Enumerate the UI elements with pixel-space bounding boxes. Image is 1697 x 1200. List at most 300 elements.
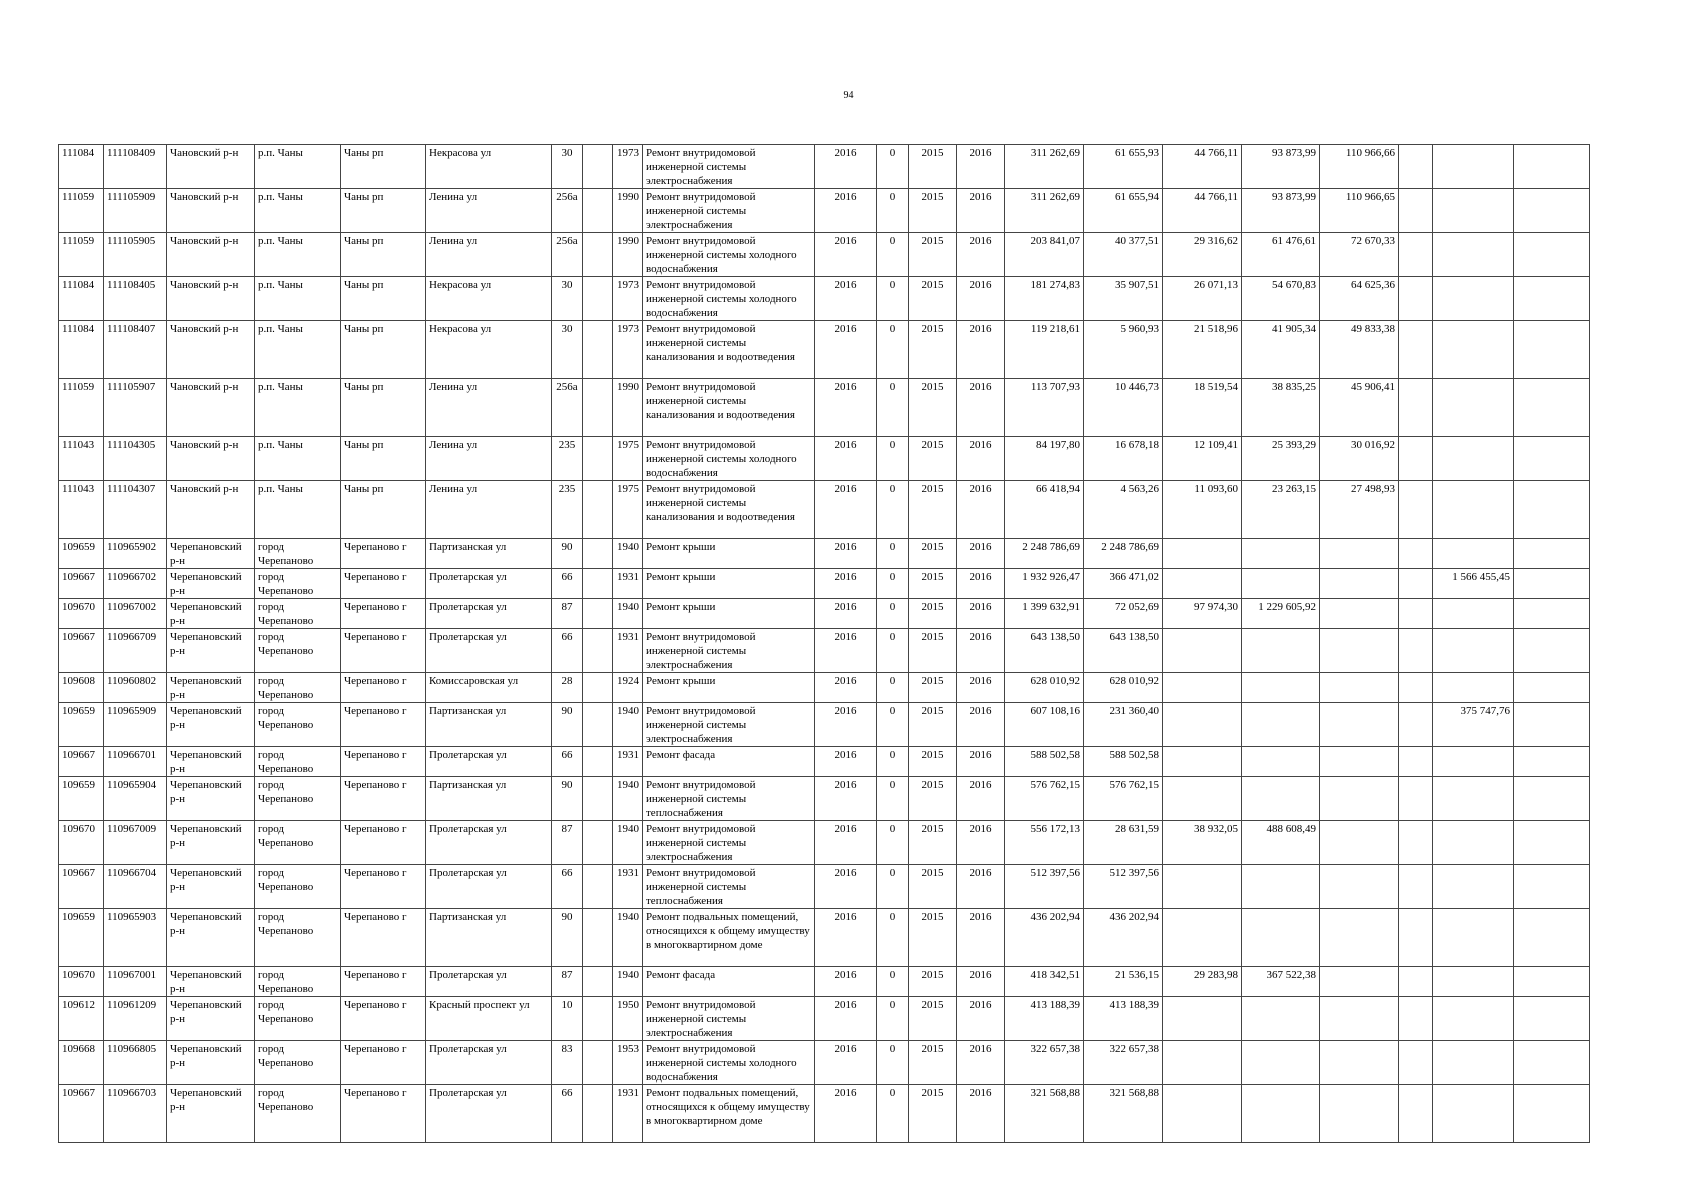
cell-owners-amount	[1320, 909, 1399, 967]
cell-end-year: 2016	[957, 967, 1005, 997]
cell-total-cost: 113 707,93	[1005, 379, 1084, 437]
cell-flag: 0	[877, 777, 909, 821]
cell-work-type: Ремонт подвальных помещений, относящихся к общему имуществу в многоквартирном доме	[643, 909, 815, 967]
cell-fund-amount: 643 138,50	[1084, 629, 1163, 673]
cell-district: Черепановский р-н	[167, 747, 255, 777]
table-row	[59, 1085, 1590, 1143]
table-row	[59, 379, 1590, 437]
cell-start-year: 2015	[909, 189, 957, 233]
cell-locality: Чаны рп	[341, 233, 426, 277]
cell-owners-amount	[1320, 569, 1399, 599]
cell-plan-year: 2016	[815, 997, 877, 1041]
cell-street: Красный проспект ул	[426, 997, 552, 1041]
cell-end-year: 2016	[957, 569, 1005, 599]
cell-building	[583, 189, 613, 233]
cell-plan-year: 2016	[815, 673, 877, 703]
cell-district: Черепановский р-н	[167, 967, 255, 997]
cell-extra-3	[1514, 481, 1590, 539]
cell-house-number: 90	[552, 777, 583, 821]
cell-start-year: 2015	[909, 379, 957, 437]
cell-settlement: р.п. Чаны	[255, 233, 341, 277]
cell-total-cost: 556 172,13	[1005, 821, 1084, 865]
cell-settlement: р.п. Чаны	[255, 481, 341, 539]
cell-end-year: 2016	[957, 673, 1005, 703]
table-row	[59, 997, 1590, 1041]
cell-flag: 0	[877, 909, 909, 967]
cell-plan-year: 2016	[815, 1085, 877, 1143]
cell-work-type: Ремонт внутридомовой инженерной системы канализования и водоотведения	[643, 321, 815, 379]
cell-extra-1	[1399, 997, 1433, 1041]
cell-start-year: 2015	[909, 909, 957, 967]
cell-record-id: 110965904	[104, 777, 167, 821]
cell-other-amount: 61 476,61	[1242, 233, 1320, 277]
cell-flag: 0	[877, 321, 909, 379]
cell-settlement: город Черепаново	[255, 569, 341, 599]
cell-locality: Чаны рп	[341, 277, 426, 321]
cell-house-id: 109659	[59, 909, 104, 967]
cell-fund-amount: 28 631,59	[1084, 821, 1163, 865]
cell-budget-amount	[1163, 1085, 1242, 1143]
cell-plan-year: 2016	[815, 747, 877, 777]
cell-work-type: Ремонт внутридомовой инженерной системы канализования и водоотведения	[643, 379, 815, 437]
cell-district: Черепановский р-н	[167, 865, 255, 909]
cell-locality: Чаны рп	[341, 189, 426, 233]
cell-street: Ленина ул	[426, 379, 552, 437]
cell-owners-amount	[1320, 1085, 1399, 1143]
cell-total-cost: 321 568,88	[1005, 1085, 1084, 1143]
table-row	[59, 909, 1590, 967]
cell-budget-amount	[1163, 569, 1242, 599]
cell-extra-3	[1514, 569, 1590, 599]
cell-house-number: 256а	[552, 379, 583, 437]
cell-start-year: 2015	[909, 277, 957, 321]
cell-house-id: 109667	[59, 747, 104, 777]
cell-budget-amount	[1163, 747, 1242, 777]
cell-end-year: 2016	[957, 821, 1005, 865]
cell-building	[583, 821, 613, 865]
cell-budget-amount: 26 071,13	[1163, 277, 1242, 321]
cell-other-amount: 93 873,99	[1242, 145, 1320, 189]
cell-house-id: 109670	[59, 821, 104, 865]
cell-year-built: 1975	[613, 481, 643, 539]
cell-building	[583, 379, 613, 437]
cell-street: Некрасова ул	[426, 145, 552, 189]
cell-locality: Черепаново г	[341, 909, 426, 967]
cell-house-number: 235	[552, 481, 583, 539]
cell-total-cost: 322 657,38	[1005, 1041, 1084, 1085]
cell-total-cost: 576 762,15	[1005, 777, 1084, 821]
cell-extra-3	[1514, 233, 1590, 277]
cell-settlement: город Черепаново	[255, 599, 341, 629]
cell-other-amount: 93 873,99	[1242, 189, 1320, 233]
cell-work-type: Ремонт фасада	[643, 747, 815, 777]
cell-district: Черепановский р-н	[167, 909, 255, 967]
cell-work-type: Ремонт подвальных помещений, относящихся к общему имуществу в многоквартирном доме	[643, 1085, 815, 1143]
table-row	[59, 321, 1590, 379]
cell-settlement: город Черепаново	[255, 747, 341, 777]
cell-house-id: 109670	[59, 599, 104, 629]
cell-record-id: 111108407	[104, 321, 167, 379]
cell-total-cost: 1 932 926,47	[1005, 569, 1084, 599]
cell-total-cost: 84 197,80	[1005, 437, 1084, 481]
cell-plan-year: 2016	[815, 865, 877, 909]
cell-house-number: 90	[552, 539, 583, 569]
cell-house-number: 87	[552, 599, 583, 629]
cell-budget-amount	[1163, 997, 1242, 1041]
cell-house-id: 111059	[59, 233, 104, 277]
cell-start-year: 2015	[909, 997, 957, 1041]
cell-building	[583, 277, 613, 321]
cell-year-built: 1973	[613, 277, 643, 321]
cell-house-number: 66	[552, 865, 583, 909]
cell-record-id: 110965902	[104, 539, 167, 569]
cell-district: Чановский р-н	[167, 481, 255, 539]
cell-flag: 0	[877, 865, 909, 909]
cell-record-id: 110965903	[104, 909, 167, 967]
cell-flag: 0	[877, 1085, 909, 1143]
cell-plan-year: 2016	[815, 277, 877, 321]
cell-start-year: 2015	[909, 233, 957, 277]
cell-owners-amount	[1320, 865, 1399, 909]
table-row	[59, 569, 1590, 599]
cell-end-year: 2016	[957, 233, 1005, 277]
cell-fund-amount: 576 762,15	[1084, 777, 1163, 821]
cell-year-built: 1931	[613, 629, 643, 673]
table-row	[59, 277, 1590, 321]
cell-building	[583, 437, 613, 481]
cell-start-year: 2015	[909, 145, 957, 189]
cell-extra-1	[1399, 233, 1433, 277]
cell-year-built: 1950	[613, 997, 643, 1041]
cell-street: Партизанская ул	[426, 703, 552, 747]
cell-district: Черепановский р-н	[167, 1085, 255, 1143]
cell-house-id: 111084	[59, 277, 104, 321]
cell-building	[583, 321, 613, 379]
cell-start-year: 2015	[909, 437, 957, 481]
cell-work-type: Ремонт внутридомовой инженерной системы теплоснабжения	[643, 777, 815, 821]
cell-owners-amount	[1320, 629, 1399, 673]
cell-start-year: 2015	[909, 865, 957, 909]
cell-settlement: город Черепаново	[255, 967, 341, 997]
repair-registry-table	[58, 144, 1590, 1143]
cell-extra-3	[1514, 703, 1590, 747]
cell-other-amount	[1242, 997, 1320, 1041]
table-row	[59, 481, 1590, 539]
cell-work-type: Ремонт внутридомовой инженерной системы электроснабжения	[643, 703, 815, 747]
table-row	[59, 967, 1590, 997]
cell-year-built: 1973	[613, 321, 643, 379]
cell-district: Чановский р-н	[167, 437, 255, 481]
cell-flag: 0	[877, 629, 909, 673]
cell-budget-amount: 21 518,96	[1163, 321, 1242, 379]
cell-budget-amount	[1163, 703, 1242, 747]
cell-record-id: 110960802	[104, 673, 167, 703]
cell-work-type: Ремонт крыши	[643, 599, 815, 629]
table-row	[59, 599, 1590, 629]
cell-plan-year: 2016	[815, 909, 877, 967]
cell-end-year: 2016	[957, 865, 1005, 909]
cell-extra-3	[1514, 379, 1590, 437]
cell-district: Чановский р-н	[167, 321, 255, 379]
cell-flag: 0	[877, 599, 909, 629]
cell-year-built: 1931	[613, 569, 643, 599]
cell-start-year: 2015	[909, 539, 957, 569]
cell-house-id: 109659	[59, 777, 104, 821]
cell-start-year: 2015	[909, 599, 957, 629]
table-row	[59, 539, 1590, 569]
cell-extra-1	[1399, 673, 1433, 703]
cell-flag: 0	[877, 703, 909, 747]
cell-building	[583, 777, 613, 821]
cell-locality: Черепаново г	[341, 747, 426, 777]
cell-plan-year: 2016	[815, 599, 877, 629]
cell-record-id: 111104307	[104, 481, 167, 539]
cell-budget-amount	[1163, 1041, 1242, 1085]
cell-house-number: 66	[552, 1085, 583, 1143]
cell-extra-1	[1399, 539, 1433, 569]
cell-extra-2	[1433, 1041, 1514, 1085]
cell-locality: Черепаново г	[341, 967, 426, 997]
table-row	[59, 821, 1590, 865]
cell-year-built: 1940	[613, 821, 643, 865]
table-row	[59, 673, 1590, 703]
cell-extra-2	[1433, 909, 1514, 967]
cell-fund-amount: 588 502,58	[1084, 747, 1163, 777]
cell-record-id: 110966701	[104, 747, 167, 777]
cell-plan-year: 2016	[815, 233, 877, 277]
cell-total-cost: 512 397,56	[1005, 865, 1084, 909]
cell-house-id: 109668	[59, 1041, 104, 1085]
cell-fund-amount: 21 536,15	[1084, 967, 1163, 997]
cell-owners-amount: 30 016,92	[1320, 437, 1399, 481]
table-row	[59, 777, 1590, 821]
cell-locality: Черепаново г	[341, 777, 426, 821]
cell-plan-year: 2016	[815, 777, 877, 821]
cell-record-id: 110966702	[104, 569, 167, 599]
cell-extra-2	[1433, 277, 1514, 321]
cell-year-built: 1975	[613, 437, 643, 481]
cell-fund-amount: 61 655,93	[1084, 145, 1163, 189]
cell-start-year: 2015	[909, 629, 957, 673]
cell-extra-3	[1514, 865, 1590, 909]
cell-locality: Черепаново г	[341, 865, 426, 909]
cell-settlement: город Черепаново	[255, 1041, 341, 1085]
cell-other-amount	[1242, 777, 1320, 821]
cell-house-id: 109659	[59, 539, 104, 569]
cell-extra-1	[1399, 1085, 1433, 1143]
cell-owners-amount: 72 670,33	[1320, 233, 1399, 277]
cell-fund-amount: 512 397,56	[1084, 865, 1163, 909]
cell-record-id: 111108409	[104, 145, 167, 189]
cell-house-number: 87	[552, 967, 583, 997]
cell-plan-year: 2016	[815, 967, 877, 997]
cell-building	[583, 1041, 613, 1085]
cell-budget-amount	[1163, 909, 1242, 967]
cell-extra-2	[1433, 145, 1514, 189]
cell-street: Пролетарская ул	[426, 569, 552, 599]
cell-house-id: 111043	[59, 437, 104, 481]
cell-record-id: 111105905	[104, 233, 167, 277]
cell-owners-amount	[1320, 673, 1399, 703]
cell-owners-amount	[1320, 777, 1399, 821]
table-row	[59, 437, 1590, 481]
cell-extra-3	[1514, 747, 1590, 777]
cell-budget-amount	[1163, 865, 1242, 909]
cell-flag: 0	[877, 539, 909, 569]
cell-start-year: 2015	[909, 777, 957, 821]
cell-settlement: город Черепаново	[255, 1085, 341, 1143]
cell-street: Некрасова ул	[426, 277, 552, 321]
cell-building	[583, 629, 613, 673]
cell-settlement: р.п. Чаны	[255, 145, 341, 189]
cell-settlement: город Черепаново	[255, 629, 341, 673]
cell-end-year: 2016	[957, 379, 1005, 437]
cell-extra-2	[1433, 599, 1514, 629]
table-row	[59, 145, 1590, 189]
cell-locality: Черепаново г	[341, 569, 426, 599]
cell-owners-amount	[1320, 967, 1399, 997]
cell-other-amount	[1242, 1041, 1320, 1085]
cell-street: Пролетарская ул	[426, 865, 552, 909]
cell-total-cost: 66 418,94	[1005, 481, 1084, 539]
cell-budget-amount	[1163, 673, 1242, 703]
cell-year-built: 1940	[613, 703, 643, 747]
cell-end-year: 2016	[957, 189, 1005, 233]
cell-extra-3	[1514, 1085, 1590, 1143]
cell-total-cost: 588 502,58	[1005, 747, 1084, 777]
cell-work-type: Ремонт фасада	[643, 967, 815, 997]
cell-house-number: 256а	[552, 233, 583, 277]
cell-end-year: 2016	[957, 321, 1005, 379]
cell-street: Партизанская ул	[426, 909, 552, 967]
cell-other-amount	[1242, 865, 1320, 909]
cell-start-year: 2015	[909, 1085, 957, 1143]
cell-building	[583, 1085, 613, 1143]
cell-start-year: 2015	[909, 481, 957, 539]
cell-extra-1	[1399, 145, 1433, 189]
cell-other-amount	[1242, 747, 1320, 777]
cell-record-id: 110967002	[104, 599, 167, 629]
cell-fund-amount: 10 446,73	[1084, 379, 1163, 437]
cell-flag: 0	[877, 145, 909, 189]
table-row	[59, 233, 1590, 277]
cell-owners-amount	[1320, 747, 1399, 777]
page-number: 94	[843, 90, 854, 101]
cell-record-id: 110966703	[104, 1085, 167, 1143]
cell-locality: Чаны рп	[341, 481, 426, 539]
cell-extra-3	[1514, 629, 1590, 673]
table-row	[59, 1041, 1590, 1085]
cell-budget-amount	[1163, 539, 1242, 569]
cell-end-year: 2016	[957, 599, 1005, 629]
cell-flag: 0	[877, 967, 909, 997]
cell-house-number: 66	[552, 747, 583, 777]
cell-work-type: Ремонт крыши	[643, 539, 815, 569]
cell-fund-amount: 35 907,51	[1084, 277, 1163, 321]
cell-district: Черепановский р-н	[167, 703, 255, 747]
cell-house-id: 111043	[59, 481, 104, 539]
cell-building	[583, 909, 613, 967]
cell-other-amount: 41 905,34	[1242, 321, 1320, 379]
cell-start-year: 2015	[909, 821, 957, 865]
cell-locality: Черепаново г	[341, 599, 426, 629]
cell-fund-amount: 321 568,88	[1084, 1085, 1163, 1143]
cell-flag: 0	[877, 747, 909, 777]
cell-house-number: 30	[552, 277, 583, 321]
cell-locality: Черепаново г	[341, 821, 426, 865]
cell-street: Пролетарская ул	[426, 747, 552, 777]
cell-year-built: 1924	[613, 673, 643, 703]
cell-extra-2: 375 747,76	[1433, 703, 1514, 747]
cell-start-year: 2015	[909, 321, 957, 379]
cell-building	[583, 481, 613, 539]
cell-district: Чановский р-н	[167, 145, 255, 189]
cell-settlement: р.п. Чаны	[255, 277, 341, 321]
cell-start-year: 2015	[909, 967, 957, 997]
cell-building	[583, 703, 613, 747]
cell-end-year: 2016	[957, 277, 1005, 321]
cell-end-year: 2016	[957, 1085, 1005, 1143]
cell-work-type: Ремонт внутридомовой инженерной системы электроснабжения	[643, 145, 815, 189]
cell-building	[583, 233, 613, 277]
cell-plan-year: 2016	[815, 437, 877, 481]
cell-work-type: Ремонт внутридомовой инженерной системы электроснабжения	[643, 629, 815, 673]
cell-flag: 0	[877, 673, 909, 703]
cell-fund-amount: 16 678,18	[1084, 437, 1163, 481]
cell-end-year: 2016	[957, 1041, 1005, 1085]
cell-house-number: 87	[552, 821, 583, 865]
cell-budget-amount: 44 766,11	[1163, 145, 1242, 189]
cell-extra-2	[1433, 437, 1514, 481]
cell-extra-2	[1433, 539, 1514, 569]
cell-settlement: город Черепаново	[255, 777, 341, 821]
cell-house-number: 66	[552, 569, 583, 599]
cell-extra-1	[1399, 599, 1433, 629]
cell-house-id: 111084	[59, 321, 104, 379]
cell-other-amount	[1242, 539, 1320, 569]
cell-street: Комиссаровская ул	[426, 673, 552, 703]
cell-extra-3	[1514, 145, 1590, 189]
cell-work-type: Ремонт внутридомовой инженерной системы канализования и водоотведения	[643, 481, 815, 539]
cell-building	[583, 747, 613, 777]
cell-extra-2	[1433, 321, 1514, 379]
cell-record-id: 110967001	[104, 967, 167, 997]
cell-building	[583, 997, 613, 1041]
cell-house-number: 28	[552, 673, 583, 703]
cell-record-id: 110966709	[104, 629, 167, 673]
cell-plan-year: 2016	[815, 703, 877, 747]
cell-end-year: 2016	[957, 909, 1005, 967]
cell-district: Черепановский р-н	[167, 569, 255, 599]
cell-work-type: Ремонт внутридомовой инженерной системы электроснабжения	[643, 997, 815, 1041]
cell-work-type: Ремонт внутридомовой инженерной системы холодного водоснабжения	[643, 1041, 815, 1085]
cell-locality: Черепаново г	[341, 997, 426, 1041]
cell-flag: 0	[877, 437, 909, 481]
cell-extra-2	[1433, 865, 1514, 909]
cell-year-built: 1953	[613, 1041, 643, 1085]
cell-record-id: 110966805	[104, 1041, 167, 1085]
cell-year-built: 1931	[613, 1085, 643, 1143]
cell-other-amount	[1242, 569, 1320, 599]
cell-year-built: 1940	[613, 777, 643, 821]
cell-house-id: 109608	[59, 673, 104, 703]
cell-total-cost: 418 342,51	[1005, 967, 1084, 997]
cell-street: Пролетарская ул	[426, 629, 552, 673]
cell-end-year: 2016	[957, 703, 1005, 747]
cell-extra-3	[1514, 777, 1590, 821]
cell-extra-1	[1399, 865, 1433, 909]
cell-district: Черепановский р-н	[167, 1041, 255, 1085]
